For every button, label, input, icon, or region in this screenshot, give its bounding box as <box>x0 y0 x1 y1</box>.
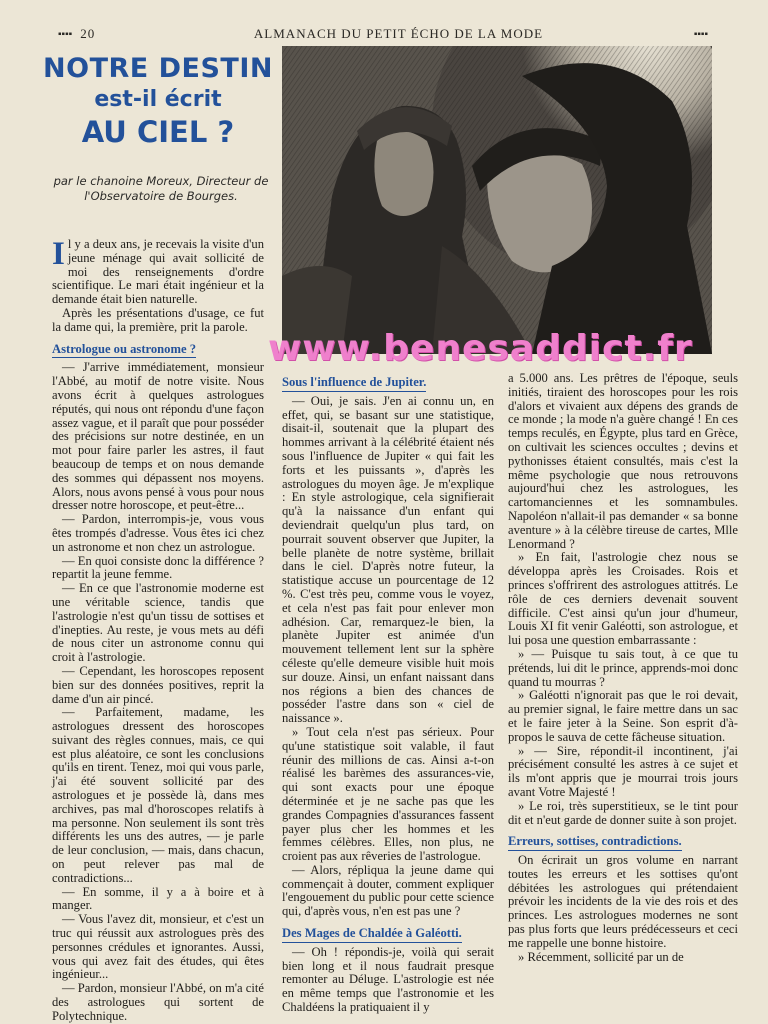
paragraph: — Cependant, les horoscopes reposent bien sur des données positives, reprit la dame d'un air pincé. <box>52 663 264 706</box>
paragraph: — Parfaitement, madame, les astrologues dressent des horoscopes suivant des règles connues, mais, ce qui est plus aléatoire, ce sont les conclusions qu'ils en tirent. Tenez, moi qui vous parle, j'ai été souvent sollicité par des astrologues et je possède là, dans mes archives, pas mal d'horoscopes relatifs à ma personne. Non seulement ils sont très différents les uns des autres, — je parle de leur conclusion, — mais, dans chacun, on peut relever pas mal de contradictions... <box>52 705 264 885</box>
paragraph: Après les présentations d'usage, ce fut la dame qui, la première, prit la parole. <box>52 305 264 334</box>
paragraph: » Galéotti n'ignorait pas que le roi devait, au premier signal, le faire mettre dans un sac et le faire jeter à la Seine. Son esprit d'à-propos le sauva de cette fâcheuse situation. <box>508 688 738 744</box>
engraving-image <box>282 46 712 354</box>
subheading-mages: Des Mages de Chaldée à Galéotti. <box>282 927 462 943</box>
subheading-astrologue: Astrologue ou astronome ? <box>52 343 196 359</box>
subheading-jupiter: Sous l'influence de Jupiter. <box>282 376 426 392</box>
paragraph: — Vous l'avez dit, monsieur, et c'est un truc qui réussit aux astrologues près des personnes crédules et ignorantes. Aussi, vous qui avez fait des études, qui êtes ingénieur... <box>52 912 264 982</box>
intro-paragraph <box>52 238 264 307</box>
paragraph: » En fait, l'astrologie chez nous se développa après les Croisades. Rois et princes s'offrirent des astrologues attitrés. Le rôle de ces derniers devenait souvent difficile. C'est ainsi qu'un jour d'humeur, Louis XI fit venir Galéotti, son astrologue, et lui posa une question embarrassante : <box>508 550 738 648</box>
paragraph: » Tout cela n'est pas sérieux. Pour qu'une statistique soit valable, il faut réunir des millions de cas. Ainsi a-t-on réalisé les barèmes des assurances-vie, qui sont exacts pour une époque déterminée et je ne sache pas que les grandes Compagnies d'assurances fassent payer plus cher les hommes et les femmes célèbres. Elles, non plus, ne croient pas aux rêveries de l'astrologue. <box>282 724 494 864</box>
paragraph: — Oui, je sais. J'en ai connu un, en effet, qui, se basant sur une statistique, disait-il, soutenait que la plupart des hommes arrivant à la célébrité étaient nés sous l'influence de Jupiter « qui fait les forts et les puissants », d'après les astrologues du moyen âge. Je m'explique : En style astrologique, cela signifierait qu'à la naissance d'un enfant qui deviendrait quelqu'un plus tard, on pourrait souvent observer que Jupiter, la belle planète de notre système, brillait dans le ciel. D'après notre futeur, la statistique accuse un pourcentage de 12 %. C'est très peu, comme vous le voyez, et cela n'est pas fait pour enlever mon adhésion. Car, remarquez-le bien, la planète Jupiter est animée d'un mouvement tellement lent sur la sphère céleste qu'elle demeure visible huit mois sur douze. Ainsi, un enfant naissant dans nos régions a bien des chances de posséder l'astre dans son « ciel de naissance ». <box>282 393 494 726</box>
paragraph: — En ce que l'astronomie moderne est une véritable science, tandis que l'astrologie n'est qu'un tissu de sottises et d'inepties. Au reste, je vous mets au défi de nous citer un astronome connu qui croit à l'astrologie. <box>52 581 264 665</box>
ornament-left: ▪▪▪▪ <box>58 28 73 40</box>
subheading-wrap <box>52 335 264 362</box>
paragraph: — Pardon, monsieur l'Abbé, on m'a cité des astrologues qui sortent de Polytechnique. <box>52 981 264 1023</box>
running-head <box>58 26 708 42</box>
paragraph: » — Sire, répondit-il incontinent, j'ai précisément consulté les astres à ce sujet et ils m'ont appris que je mourrai trois jours avant Votre Majesté ! <box>508 743 738 799</box>
watermark: www.benesaddict.fr <box>268 328 693 369</box>
column-3 <box>508 372 738 964</box>
column-1 <box>52 238 264 1024</box>
paragraph: — Pardon, interrompis-je, vous vous êtes trompés d'adresse. Vous êtes ici chez un astronome et non chez un astrologue. <box>52 512 264 554</box>
subheading-wrap <box>282 376 494 395</box>
paragraph: » Récemment, sollicité par un de <box>518 949 684 964</box>
page-number: 20 <box>80 26 96 41</box>
paragraph: » Le roi, très superstitieux, se le tint pour dit et n'eut garde de donner suite à son projet. <box>508 798 738 827</box>
paragraph: » — Puisque tu sais tout, à ce que tu prétends, lui dit le prince, apprends-moi donc quand tu mourras ? <box>508 646 738 689</box>
intro-text: l y a deux ans, je recevais la visite d'un jeune ménage qui avait sollicité de moi des renseignements d'ordre scientifique. Le mari était ingénieur et la demande était bien naturelle. <box>52 237 264 307</box>
column-2 <box>282 376 494 1015</box>
paragraph: — En somme, il y a à boire et à manger. <box>52 884 264 913</box>
subheading-erreurs: Erreurs, sottises, contradictions. <box>508 835 682 851</box>
subheading-wrap <box>508 827 738 854</box>
paragraph: — J'arrive immédiatement, monsieur l'Abbé, au motif de notre visite. Nous avons écrit à quelques astrologues réputés, qui nous ont répondu d'une façon assez vague, et il paraît que pour posséder des précisions sur notre destinée, en un mot pour faire parler les astres, il faut beaucoup de temps et on nous demande des sommes qui dépassent nos moyens. Alors, nous avons pensé à vous pour nous dresser notre horoscope, et peut-être... <box>52 360 264 513</box>
article-title <box>40 52 276 150</box>
paragraph: — En quoi consiste donc la différence ? repartit la jeune femme. <box>52 553 264 582</box>
title-line-1: NOTRE DESTIN <box>43 53 273 84</box>
engraving-illustration <box>282 46 712 354</box>
title-line-2: est-il écrit <box>94 87 222 112</box>
ornament-right: ▪▪▪▪ <box>693 28 708 40</box>
paragraph: — Oh ! répondis-je, voilà qui serait bien long et il nous faudrait presque remonter au Déluge. L'astrologie est née en même temps que l'astronomie et les Chaldéens la pratiquaient il y <box>282 944 494 1015</box>
publication-title: ALMANACH DU PETIT ÉCHO DE LA MODE <box>253 26 544 41</box>
paragraph: — Alors, répliqua la jeune dame qui commençait à douter, comment expliquer l'engouement du public pour cette science qui, d'après vous, n'en est pas une ? <box>282 862 494 919</box>
title-line-3: AU CIEL ? <box>81 115 235 149</box>
drop-cap: I <box>52 236 65 272</box>
paragraph: On écrirait un gros volume en narrant toutes les erreurs et les sottises qu'ont débitées les astrologues qui prétendaient prévoir les incidents de la vie des rois et des princes. Les astrologues modernes ne sont pas plus forts que leurs prédécesseurs et ceci me rappelle une bonne histoire. <box>508 853 738 950</box>
paragraph: a 5.000 ans. Les prêtres de l'époque, seuls initiés, tiraient des horoscopes pour les rois d'alors et vivaient aux dépens des grands de ce monde ; la mode n'a guère changé ! En ces temps reculés, en Égypte, plus tard en Grèce, on cultivait les sciences occultes ; devins et pythonisses étaient consultés, mais c'est la même psychologie que nous retrouvons aujourd'hui chez les astrologues, les cartomanciennes et les somnambules. Napoléon n'allait-il pas demander « sa bonne aventure » à la célèbre tireuse de cartes, Mlle Lenormand ? <box>508 371 738 551</box>
subheading-wrap <box>282 919 494 946</box>
byline: par le chanoine Moreux, Directeur de l'Observatoire de Bourges. <box>53 174 269 203</box>
